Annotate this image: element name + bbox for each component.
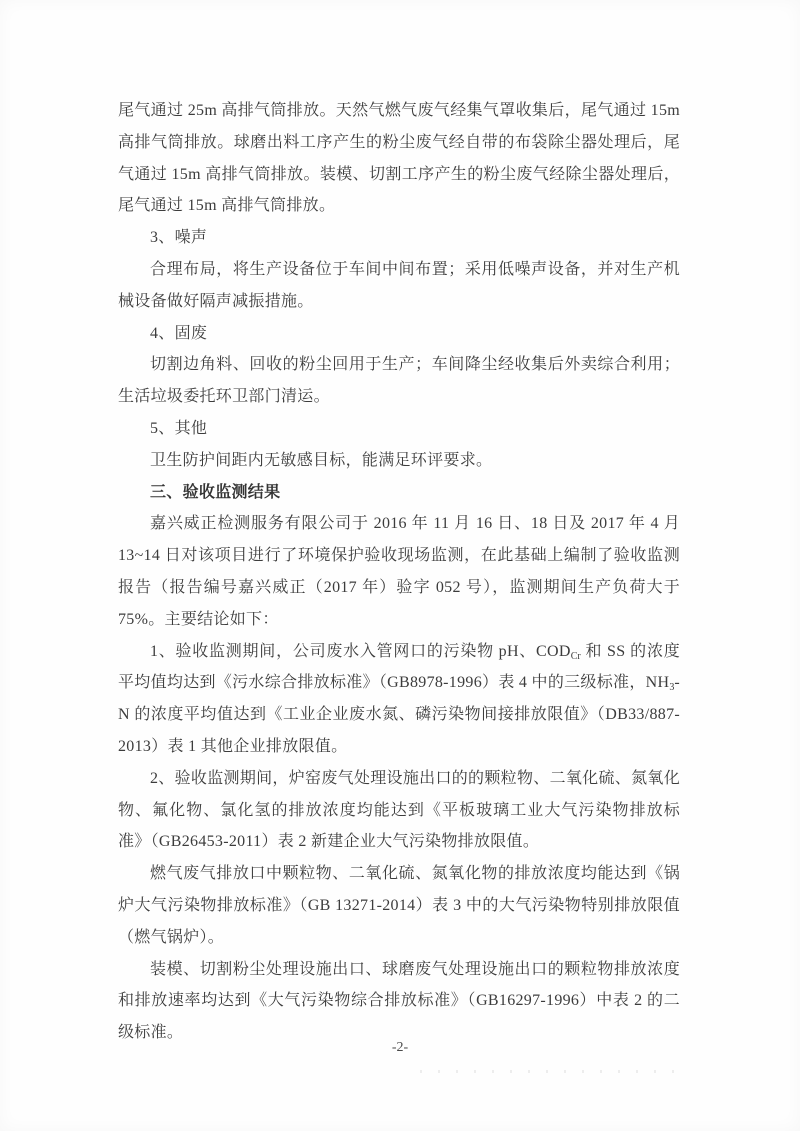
subscript-run: Cr — [570, 650, 581, 662]
text-run: 装模、切割粉尘处理设施出口、球磨废气处理设施出口的颗粒物排放浓度和排放速率均达到《大气污染物综合排放标准》（GB16297-1996）中表 2 的二级标准。 — [118, 960, 680, 1042]
text-run: 5、其他 — [150, 419, 208, 437]
text-run: 和 SS 的浓度平均值均达到《污水综合排放标准》（GB8978-1996）表 4 中的三级标准，NH — [118, 642, 680, 692]
text-run: -N 的浓度平均值达到《工业企业废水氮、磷污染物间接排放限值》（DB33/887-2013）表 1 其他企业排放限值。 — [118, 674, 680, 755]
subheading-solid-waste — [118, 318, 680, 350]
scan-artifact — [420, 1070, 680, 1073]
heading-acceptance-monitoring-results — [118, 477, 680, 509]
text-run: 三、验收监测结果 — [150, 483, 281, 501]
paragraph-monitoring-overview — [118, 508, 680, 635]
document-content — [118, 95, 680, 1049]
paragraph-solid-waste — [118, 349, 680, 413]
subheading-other — [118, 413, 680, 445]
text-run: 嘉兴威正检测服务有限公司于 2016 年 11 月 16 日、18 日及 2017 年 4 月 13~14 日对该项目进行了环境保护验收现场监测，在此基础上编制了验收监测报告（报告编号嘉兴威正（2017 年）验字 052 号），监测期间生产负荷大于 75%。主要结论如下： — [118, 515, 680, 628]
paragraph-gas-boiler-exhaust — [118, 858, 680, 953]
paragraph-other — [118, 445, 680, 477]
text-run: 1、验收监测期间，公司废水入管网口的污染物 pH、COD — [150, 642, 571, 660]
text-run: 尾气通过 25m 高排气筒排放。天然气燃气废气经集气罩收集后，尾气通过 15m 高排气筒排放。球磨出料工序产生的粉尘废气经自带的布袋除尘器处理后，尾气通过 15m 高排气筒排放。装模、切割工序产生的粉尘废气经除尘器处理后，尾气通过 15m 高排气筒排放。 — [118, 102, 680, 215]
paragraph-conclusion-1-wastewater — [118, 636, 680, 763]
text-run: 卫生防护间距内无敏感目标，能满足环评要求。 — [150, 451, 493, 469]
paragraph-conclusion-2-furnace-exhaust — [118, 763, 680, 858]
text-run: 4、固废 — [150, 324, 208, 342]
paragraph-exhaust-stacks — [118, 95, 680, 222]
page-number: -2- — [391, 1040, 409, 1055]
paragraph-dust-treatment-outlets — [118, 954, 680, 1049]
paragraph-noise — [118, 254, 680, 318]
text-run: 燃气废气排放口中颗粒物、二氧化硫、氮氧化物的排放浓度均能达到《锅炉大气污染物排放标准》（GB 13271-2014）表 3 中的大气污染物特别排放限值 （燃气锅炉）。 — [118, 865, 680, 946]
text-run: 3、噪声 — [150, 229, 208, 247]
text-run: 切割边角料、回收的粉尘回用于生产；车间降尘经收集后外卖综合利用；生活垃圾委托环卫部门清运。 — [118, 356, 680, 406]
subheading-noise — [118, 222, 680, 254]
text-run: 合理布局，将生产设备位于车间中间布置；采用低噪声设备，并对生产机械设备做好隔声减振措施。 — [118, 260, 680, 310]
text-run: 2、验收监测期间，炉窑废气处理设施出口的的颗粒物、二氧化硫、氮氧化物、氟化物、氯化氢的排放浓度均能达到《平板玻璃工业大气污染物排放标准》（GB26453-2011）表 2 新建企业大气污染物排放限值。 — [118, 769, 680, 851]
subscript-run: 3 — [669, 682, 675, 694]
